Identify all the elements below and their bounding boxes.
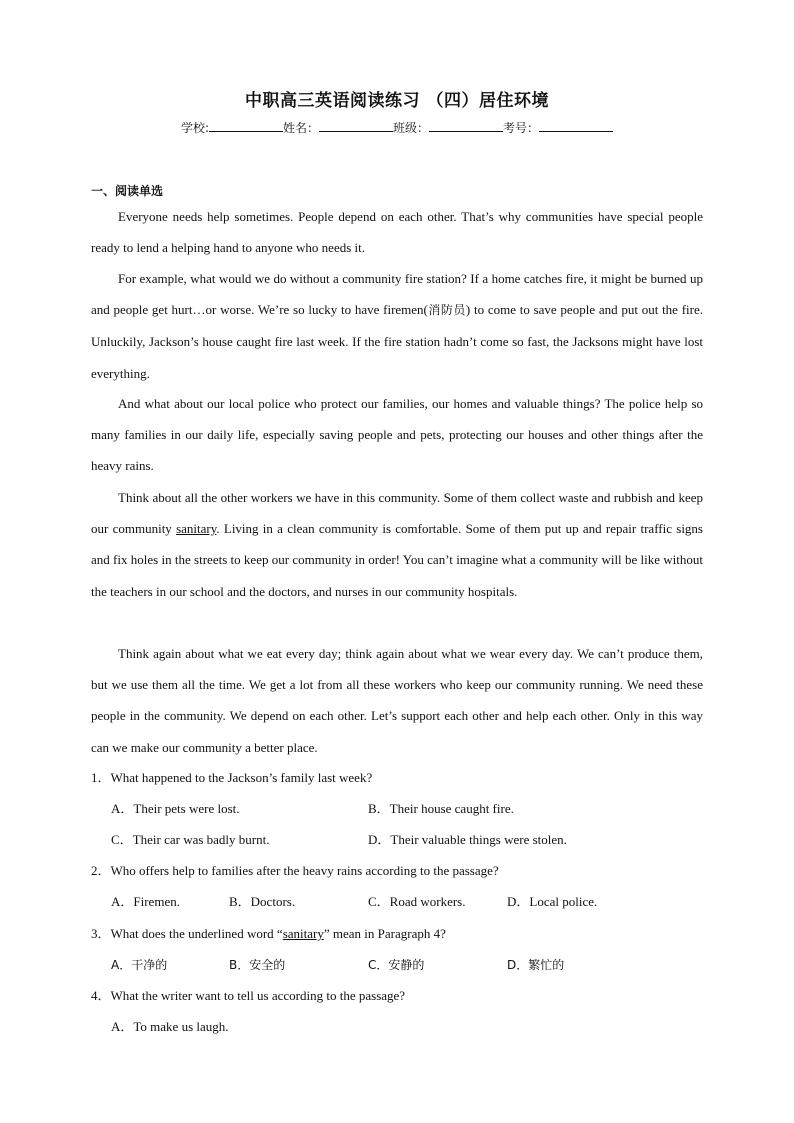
question-3-stem-b: ” mean in Paragraph 4? (323, 926, 446, 941)
section-heading: 一、阅读单选 (91, 184, 164, 198)
question-3-option-b[interactable]: B．安全的 (229, 958, 286, 972)
question-2-option-d[interactable]: D．Local police. (507, 894, 598, 909)
question-1-option-a[interactable]: A．Their pets were lost. (111, 801, 240, 816)
question-3-stem-a: 3．What does the underlined word “ (91, 926, 283, 941)
passage-paragraph-3: And what about our local police who protect our families, our homes and valuable things? The police help so many families in our daily life, especially saving people and pets, protecting our houses and other things after the heavy rains. (91, 396, 703, 474)
passage-paragraph-5: Think again about what we eat every day; think again about what we wear every day. We can’t produce them, but we use them all the time. We get a lot from all these workers who keep our community running. We need these people in the community. We depend on each other. Let’s support each other and help each other. Only in this way can we make our community a better place. (91, 646, 703, 755)
paragraph-2-text-b: ) to come to save people and put out the fire. Unluckily, Jackson’s house caught fire last week. If the fire station hadn’t come so fast, the Jacksons might have lost everything. (91, 302, 703, 381)
paragraph-4-text-a: Think about all the other workers we have in this community. Some of them collect waste and rubbish and keep our community (91, 490, 703, 537)
question-4-stem: 4．What the writer want to tell us according to the passage? (91, 988, 406, 1003)
question-3-option-a[interactable]: A．干净的 (111, 958, 168, 972)
question-3-underlined-word: sanitary (282, 926, 324, 941)
paragraph-4-text-b: . Living in a clean community is comfortable. Some of them put up and repair traffic signs and fix holes in the streets to keep our community in order! You can’t imagine what a community will be like without the teachers in our school and the doctors, and nurses in our community hospitals. (91, 521, 703, 599)
page-title: 中职高三英语阅读练习 （四）居住环境 (245, 91, 549, 111)
name-blank[interactable] (319, 119, 393, 132)
exam-no-blank[interactable] (539, 119, 613, 132)
student-info-line (0, 119, 794, 136)
question-4-option-a[interactable]: A．To make us laugh. (111, 1019, 229, 1034)
question-2-option-b[interactable]: B．Doctors. (229, 894, 296, 909)
question-3-option-c[interactable]: C．安静的 (368, 958, 425, 972)
question-2-option-a[interactable]: A．Firemen. (111, 894, 180, 909)
name-label: 姓名： (283, 121, 320, 135)
school-blank[interactable] (209, 119, 283, 132)
passage-paragraph-4 (91, 482, 703, 607)
school-label: 学校: (180, 121, 209, 135)
question-1-option-c[interactable]: C．Their car was badly burnt. (111, 832, 270, 847)
question-3-option-d[interactable]: D．繁忙的 (507, 958, 565, 972)
class-label: 班级： (393, 121, 430, 135)
class-blank[interactable] (429, 119, 503, 132)
question-1-stem: 1．What happened to the Jackson’s family last week? (91, 770, 373, 785)
question-1-option-d[interactable]: D．Their valuable things were stolen. (368, 832, 567, 847)
exam-no-label: 考号： (503, 121, 540, 135)
underlined-word-sanitary: sanitary (176, 521, 217, 537)
question-1-option-b[interactable]: B．Their house caught fire. (368, 801, 514, 816)
paragraph-2-chinese-gloss: 消防员 (427, 303, 466, 318)
paragraph-2-text-a: For example, what would we do without a community fire station? If a home catches fire, it might be burned up and people get hurt…or worse. We’re so lucky to have firemen( (91, 271, 703, 318)
passage-paragraph-2 (91, 263, 703, 389)
question-2-option-c[interactable]: C．Road workers. (368, 894, 466, 909)
question-3-stem (91, 924, 711, 944)
passage-paragraph-1: Everyone needs help sometimes. People depend on each other. That’s why communities have special people ready to lend a helping hand to anyone who needs it. (91, 209, 703, 256)
question-2-stem: 2．Who offers help to families after the heavy rains according to the passage? (91, 863, 499, 878)
